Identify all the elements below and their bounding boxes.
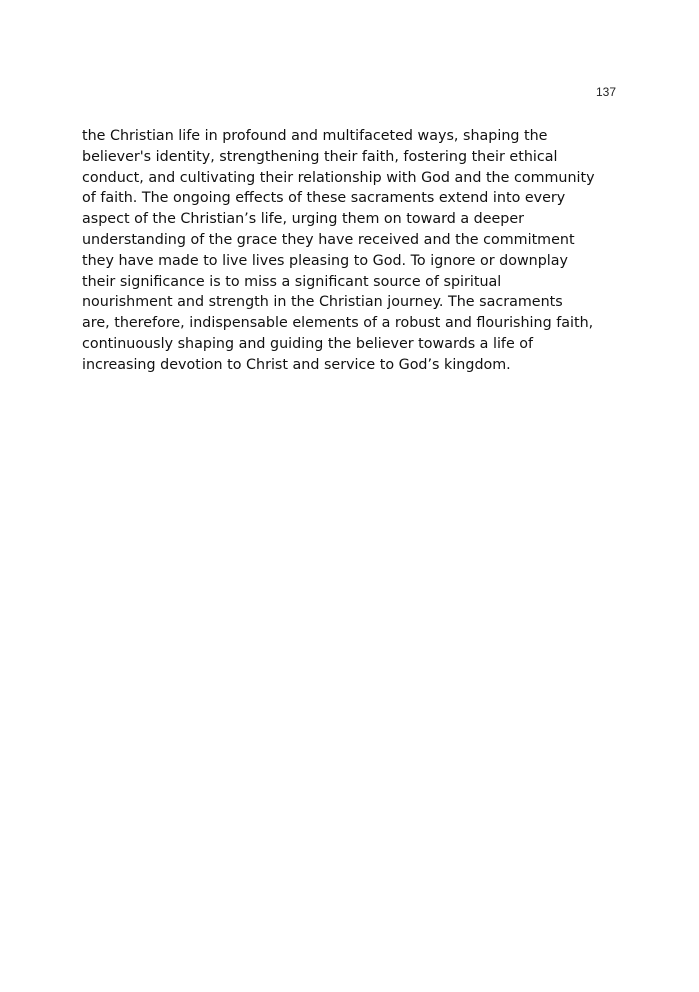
paragraph-line: continuously shaping and guiding the believer towards a life of (82, 335, 534, 352)
paragraph-line: believer's identity, strengthening their faith, fostering their ethical (82, 148, 558, 165)
paragraph-line: nourishment and strength in the Christian journey. The sacraments (82, 294, 563, 311)
paragraph-line: the Christian life in profound and multifaceted ways, shaping the (82, 128, 548, 144)
paragraph-line: are, therefore, indispensable elements of a robust and flourishing faith, (82, 315, 594, 332)
paragraph-line: they have made to live lives pleasing to God. To ignore or downplay (82, 252, 568, 269)
page-number: 137 (595, 85, 616, 99)
paragraph-line: increasing devotion to Christ and service to God’s kingdom. (82, 356, 511, 373)
body-paragraph (82, 126, 622, 376)
paragraph-line: aspect of the Christian’s life, urging them on toward a deeper (82, 211, 525, 228)
paragraph-line: their significance is to miss a significant source of spiritual (82, 273, 502, 290)
paragraph-line: of faith. The ongoing effects of these sacraments extend into every (82, 190, 566, 207)
paragraph-line: understanding of the grace they have received and the commitment (82, 231, 575, 248)
paragraph-line: conduct, and cultivating their relationship with God and the community (82, 169, 595, 186)
